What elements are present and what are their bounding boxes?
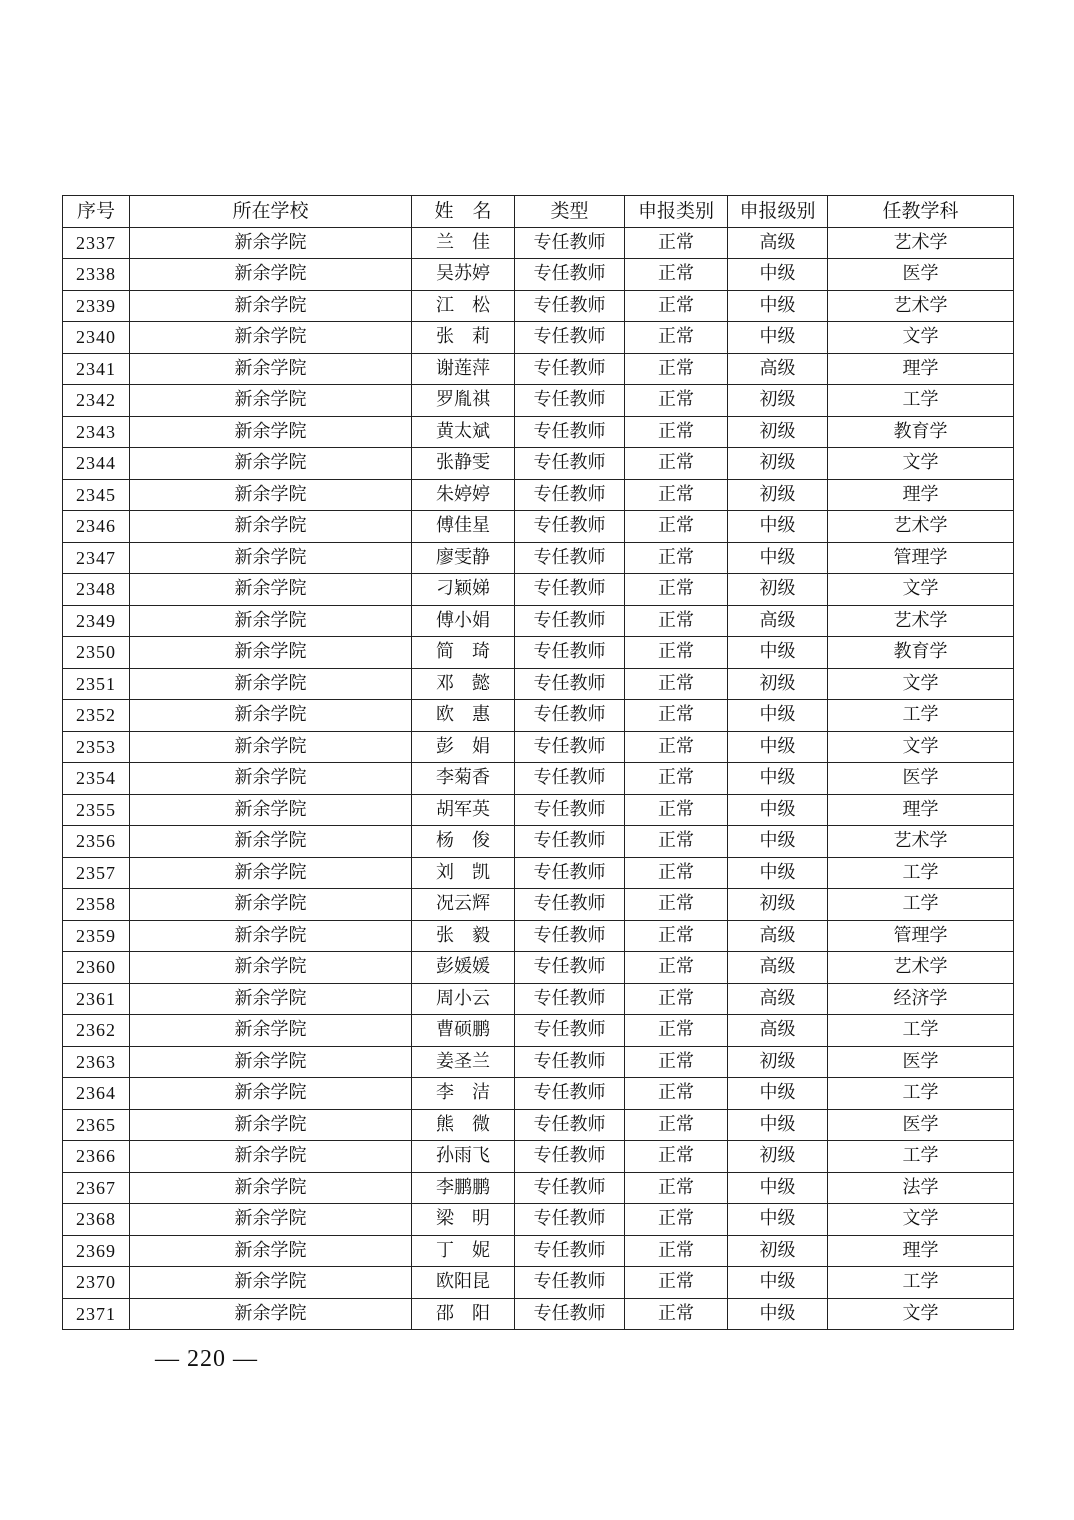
cell-serial-number: 2356: [63, 826, 130, 858]
cell-application-level: 中级: [728, 322, 828, 354]
cell-name: 张 莉: [412, 322, 515, 354]
cell-name: 邵 阳: [412, 1298, 515, 1330]
cell-teaching-subject: 医学: [828, 763, 1014, 795]
table-header-row: [63, 196, 1014, 228]
cell-serial-number: 2337: [63, 227, 130, 259]
cell-application-level: 初级: [728, 668, 828, 700]
cell-serial-number: 2363: [63, 1046, 130, 1078]
cell-teaching-subject: 教育学: [828, 416, 1014, 448]
cell-application-level: 中级: [728, 637, 828, 669]
cell-application-category: 正常: [625, 763, 728, 795]
cell-serial-number: 2353: [63, 731, 130, 763]
cell-school: 新余学院: [130, 479, 412, 511]
cell-application-level: 中级: [728, 1267, 828, 1299]
cell-serial-number: 2351: [63, 668, 130, 700]
cell-teaching-subject: 工学: [828, 700, 1014, 732]
cell-application-category: 正常: [625, 826, 728, 858]
cell-teaching-subject: 文学: [828, 448, 1014, 480]
cell-name: 李 洁: [412, 1078, 515, 1110]
cell-teaching-subject: 工学: [828, 1141, 1014, 1173]
cell-teaching-subject: 工学: [828, 889, 1014, 921]
cell-application-category: 正常: [625, 227, 728, 259]
cell-teaching-subject: 工学: [828, 1078, 1014, 1110]
cell-name: 丁 妮: [412, 1235, 515, 1267]
cell-school: 新余学院: [130, 511, 412, 543]
cell-name: 傅佳星: [412, 511, 515, 543]
header-teaching-subject: 任教学科: [828, 196, 1014, 228]
cell-name: 傅小娟: [412, 605, 515, 637]
cell-name: 欧 惠: [412, 700, 515, 732]
cell-application-category: 正常: [625, 983, 728, 1015]
cell-name: 孙雨飞: [412, 1141, 515, 1173]
cell-application-category: 正常: [625, 794, 728, 826]
cell-application-level: 初级: [728, 448, 828, 480]
table-row: [63, 826, 1014, 858]
cell-application-category: 正常: [625, 1267, 728, 1299]
cell-school: 新余学院: [130, 1235, 412, 1267]
cell-serial-number: 2369: [63, 1235, 130, 1267]
cell-type: 专任教师: [515, 1046, 625, 1078]
cell-type: 专任教师: [515, 1109, 625, 1141]
cell-teaching-subject: 艺术学: [828, 511, 1014, 543]
cell-type: 专任教师: [515, 668, 625, 700]
cell-application-category: 正常: [625, 1235, 728, 1267]
cell-type: 专任教师: [515, 353, 625, 385]
cell-teaching-subject: 管理学: [828, 542, 1014, 574]
cell-school: 新余学院: [130, 542, 412, 574]
cell-name: 张静雯: [412, 448, 515, 480]
cell-school: 新余学院: [130, 1298, 412, 1330]
cell-application-category: 正常: [625, 1109, 728, 1141]
table-row: [63, 448, 1014, 480]
cell-type: 专任教师: [515, 1204, 625, 1236]
cell-teaching-subject: 工学: [828, 857, 1014, 889]
cell-serial-number: 2339: [63, 290, 130, 322]
table-row: [63, 700, 1014, 732]
cell-name: 彭媛媛: [412, 952, 515, 984]
cell-serial-number: 2341: [63, 353, 130, 385]
table-row: [63, 385, 1014, 417]
cell-school: 新余学院: [130, 416, 412, 448]
cell-type: 专任教师: [515, 1267, 625, 1299]
cell-application-category: 正常: [625, 1141, 728, 1173]
cell-teaching-subject: 医学: [828, 259, 1014, 291]
cell-school: 新余学院: [130, 448, 412, 480]
cell-application-category: 正常: [625, 731, 728, 763]
cell-serial-number: 2370: [63, 1267, 130, 1299]
cell-school: 新余学院: [130, 1046, 412, 1078]
cell-application-category: 正常: [625, 668, 728, 700]
cell-application-level: 中级: [728, 1078, 828, 1110]
cell-application-level: 中级: [728, 1298, 828, 1330]
cell-application-level: 中级: [728, 511, 828, 543]
cell-application-category: 正常: [625, 322, 728, 354]
cell-serial-number: 2338: [63, 259, 130, 291]
cell-application-category: 正常: [625, 353, 728, 385]
cell-application-category: 正常: [625, 1046, 728, 1078]
cell-type: 专任教师: [515, 542, 625, 574]
cell-application-category: 正常: [625, 290, 728, 322]
cell-name: 张 毅: [412, 920, 515, 952]
cell-application-category: 正常: [625, 479, 728, 511]
cell-serial-number: 2367: [63, 1172, 130, 1204]
cell-name: 谢莲萍: [412, 353, 515, 385]
cell-application-level: 中级: [728, 700, 828, 732]
cell-school: 新余学院: [130, 668, 412, 700]
table-row: [63, 983, 1014, 1015]
cell-teaching-subject: 理学: [828, 1235, 1014, 1267]
cell-application-category: 正常: [625, 259, 728, 291]
cell-application-category: 正常: [625, 700, 728, 732]
cell-type: 专任教师: [515, 605, 625, 637]
cell-teaching-subject: 艺术学: [828, 290, 1014, 322]
cell-application-level: 中级: [728, 259, 828, 291]
cell-teaching-subject: 教育学: [828, 637, 1014, 669]
cell-name: 刁颖娣: [412, 574, 515, 606]
table-row: [63, 889, 1014, 921]
header-application-level: 申报级别: [728, 196, 828, 228]
cell-teaching-subject: 管理学: [828, 920, 1014, 952]
cell-application-level: 高级: [728, 353, 828, 385]
cell-name: 姜圣兰: [412, 1046, 515, 1078]
cell-name: 吴苏婷: [412, 259, 515, 291]
cell-name: 欧阳昆: [412, 1267, 515, 1299]
cell-application-category: 正常: [625, 574, 728, 606]
cell-teaching-subject: 经济学: [828, 983, 1014, 1015]
table-row: [63, 542, 1014, 574]
cell-serial-number: 2348: [63, 574, 130, 606]
cell-serial-number: 2345: [63, 479, 130, 511]
cell-serial-number: 2350: [63, 637, 130, 669]
cell-application-level: 初级: [728, 1235, 828, 1267]
cell-teaching-subject: 艺术学: [828, 227, 1014, 259]
cell-school: 新余学院: [130, 353, 412, 385]
cell-application-level: 初级: [728, 385, 828, 417]
cell-type: 专任教师: [515, 227, 625, 259]
table-row: [63, 731, 1014, 763]
cell-name: 况云辉: [412, 889, 515, 921]
table-row: [63, 511, 1014, 543]
cell-type: 专任教师: [515, 1235, 625, 1267]
cell-teaching-subject: 工学: [828, 385, 1014, 417]
cell-teaching-subject: 文学: [828, 574, 1014, 606]
table-row: [63, 353, 1014, 385]
cell-teaching-subject: 艺术学: [828, 952, 1014, 984]
cell-application-category: 正常: [625, 857, 728, 889]
cell-teaching-subject: 医学: [828, 1109, 1014, 1141]
cell-serial-number: 2366: [63, 1141, 130, 1173]
cell-type: 专任教师: [515, 290, 625, 322]
cell-application-category: 正常: [625, 920, 728, 952]
header-name: 姓 名: [412, 196, 515, 228]
cell-application-level: 中级: [728, 542, 828, 574]
cell-application-category: 正常: [625, 416, 728, 448]
cell-application-category: 正常: [625, 1204, 728, 1236]
cell-teaching-subject: 文学: [828, 1204, 1014, 1236]
cell-school: 新余学院: [130, 1267, 412, 1299]
cell-application-category: 正常: [625, 605, 728, 637]
cell-school: 新余学院: [130, 637, 412, 669]
cell-name: 杨 俊: [412, 826, 515, 858]
cell-application-level: 高级: [728, 952, 828, 984]
table-row: [63, 1235, 1014, 1267]
table-row: [63, 794, 1014, 826]
table-row: [63, 290, 1014, 322]
table-row: [63, 227, 1014, 259]
cell-serial-number: 2343: [63, 416, 130, 448]
cell-application-level: 初级: [728, 889, 828, 921]
cell-teaching-subject: 文学: [828, 668, 1014, 700]
table-row: [63, 920, 1014, 952]
cell-application-level: 高级: [728, 605, 828, 637]
cell-application-level: 中级: [728, 826, 828, 858]
cell-application-category: 正常: [625, 1078, 728, 1110]
cell-type: 专任教师: [515, 1015, 625, 1047]
cell-type: 专任教师: [515, 763, 625, 795]
cell-serial-number: 2357: [63, 857, 130, 889]
cell-application-category: 正常: [625, 952, 728, 984]
cell-serial-number: 2352: [63, 700, 130, 732]
cell-teaching-subject: 理学: [828, 479, 1014, 511]
cell-application-category: 正常: [625, 542, 728, 574]
cell-application-category: 正常: [625, 889, 728, 921]
cell-type: 专任教师: [515, 857, 625, 889]
cell-type: 专任教师: [515, 700, 625, 732]
cell-name: 黄太斌: [412, 416, 515, 448]
cell-type: 专任教师: [515, 1172, 625, 1204]
cell-type: 专任教师: [515, 259, 625, 291]
table-row: [63, 1172, 1014, 1204]
table-row: [63, 574, 1014, 606]
cell-name: 简 琦: [412, 637, 515, 669]
cell-school: 新余学院: [130, 227, 412, 259]
cell-name: 李菊香: [412, 763, 515, 795]
cell-serial-number: 2361: [63, 983, 130, 1015]
cell-application-category: 正常: [625, 511, 728, 543]
cell-teaching-subject: 理学: [828, 794, 1014, 826]
table-row: [63, 479, 1014, 511]
cell-type: 专任教师: [515, 983, 625, 1015]
cell-serial-number: 2349: [63, 605, 130, 637]
cell-serial-number: 2371: [63, 1298, 130, 1330]
cell-type: 专任教师: [515, 574, 625, 606]
cell-type: 专任教师: [515, 889, 625, 921]
cell-name: 廖雯静: [412, 542, 515, 574]
table-row: [63, 1298, 1014, 1330]
cell-school: 新余学院: [130, 322, 412, 354]
cell-application-category: 正常: [625, 637, 728, 669]
cell-application-category: 正常: [625, 1172, 728, 1204]
cell-serial-number: 2344: [63, 448, 130, 480]
cell-name: 李鹏鹏: [412, 1172, 515, 1204]
cell-type: 专任教师: [515, 731, 625, 763]
cell-type: 专任教师: [515, 826, 625, 858]
cell-application-level: 高级: [728, 227, 828, 259]
cell-school: 新余学院: [130, 920, 412, 952]
cell-name: 曹硕鹏: [412, 1015, 515, 1047]
cell-serial-number: 2364: [63, 1078, 130, 1110]
cell-type: 专任教师: [515, 511, 625, 543]
cell-school: 新余学院: [130, 731, 412, 763]
cell-application-level: 初级: [728, 574, 828, 606]
table-row: [63, 416, 1014, 448]
cell-type: 专任教师: [515, 448, 625, 480]
header-school: 所在学校: [130, 196, 412, 228]
table-row: [63, 637, 1014, 669]
table-row: [63, 322, 1014, 354]
table-row: [63, 1267, 1014, 1299]
cell-name: 熊 微: [412, 1109, 515, 1141]
cell-serial-number: 2360: [63, 952, 130, 984]
header-serial-number: 序号: [63, 196, 130, 228]
cell-application-level: 中级: [728, 290, 828, 322]
cell-serial-number: 2346: [63, 511, 130, 543]
cell-name: 江 松: [412, 290, 515, 322]
cell-type: 专任教师: [515, 952, 625, 984]
cell-serial-number: 2340: [63, 322, 130, 354]
cell-school: 新余学院: [130, 385, 412, 417]
cell-teaching-subject: 艺术学: [828, 826, 1014, 858]
cell-application-level: 中级: [728, 731, 828, 763]
cell-application-level: 中级: [728, 763, 828, 795]
cell-teaching-subject: 文学: [828, 322, 1014, 354]
table-row: [63, 1046, 1014, 1078]
table-row: [63, 952, 1014, 984]
table-row: [63, 668, 1014, 700]
cell-name: 兰 佳: [412, 227, 515, 259]
cell-serial-number: 2362: [63, 1015, 130, 1047]
cell-type: 专任教师: [515, 322, 625, 354]
cell-school: 新余学院: [130, 605, 412, 637]
cell-type: 专任教师: [515, 479, 625, 511]
cell-school: 新余学院: [130, 857, 412, 889]
cell-school: 新余学院: [130, 1204, 412, 1236]
cell-serial-number: 2358: [63, 889, 130, 921]
table-row: [63, 605, 1014, 637]
cell-school: 新余学院: [130, 1172, 412, 1204]
cell-name: 周小云: [412, 983, 515, 1015]
cell-application-level: 中级: [728, 1109, 828, 1141]
cell-teaching-subject: 文学: [828, 731, 1014, 763]
cell-type: 专任教师: [515, 385, 625, 417]
cell-name: 梁 明: [412, 1204, 515, 1236]
cell-school: 新余学院: [130, 290, 412, 322]
cell-type: 专任教师: [515, 1078, 625, 1110]
cell-application-level: 初级: [728, 1141, 828, 1173]
cell-application-level: 高级: [728, 1015, 828, 1047]
cell-teaching-subject: 医学: [828, 1046, 1014, 1078]
cell-application-level: 中级: [728, 857, 828, 889]
table-row: [63, 1141, 1014, 1173]
cell-application-level: 初级: [728, 416, 828, 448]
cell-type: 专任教师: [515, 1298, 625, 1330]
cell-application-level: 中级: [728, 1172, 828, 1204]
cell-name: 邓 懿: [412, 668, 515, 700]
cell-application-level: 高级: [728, 983, 828, 1015]
cell-application-category: 正常: [625, 448, 728, 480]
cell-teaching-subject: 工学: [828, 1015, 1014, 1047]
cell-school: 新余学院: [130, 1141, 412, 1173]
cell-application-level: 高级: [728, 920, 828, 952]
table-row: [63, 1078, 1014, 1110]
cell-teaching-subject: 理学: [828, 353, 1014, 385]
cell-type: 专任教师: [515, 637, 625, 669]
cell-application-level: 初级: [728, 1046, 828, 1078]
cell-name: 彭 娟: [412, 731, 515, 763]
table-row: [63, 1204, 1014, 1236]
table-row: [63, 1109, 1014, 1141]
table-row: [63, 1015, 1014, 1047]
cell-type: 专任教师: [515, 794, 625, 826]
cell-name: 刘 凯: [412, 857, 515, 889]
cell-school: 新余学院: [130, 952, 412, 984]
cell-application-category: 正常: [625, 1298, 728, 1330]
cell-school: 新余学院: [130, 700, 412, 732]
cell-serial-number: 2342: [63, 385, 130, 417]
cell-serial-number: 2359: [63, 920, 130, 952]
header-application-category: 申报类别: [625, 196, 728, 228]
cell-school: 新余学院: [130, 1109, 412, 1141]
cell-teaching-subject: 文学: [828, 1298, 1014, 1330]
cell-serial-number: 2365: [63, 1109, 130, 1141]
cell-school: 新余学院: [130, 1015, 412, 1047]
header-type: 类型: [515, 196, 625, 228]
table-row: [63, 259, 1014, 291]
cell-school: 新余学院: [130, 983, 412, 1015]
cell-type: 专任教师: [515, 416, 625, 448]
table-row: [63, 763, 1014, 795]
cell-school: 新余学院: [130, 763, 412, 795]
cell-application-category: 正常: [625, 385, 728, 417]
cell-teaching-subject: 工学: [828, 1267, 1014, 1299]
cell-application-level: 中级: [728, 794, 828, 826]
cell-school: 新余学院: [130, 826, 412, 858]
cell-type: 专任教师: [515, 1141, 625, 1173]
teacher-roster-table: [62, 195, 1014, 1330]
cell-teaching-subject: 艺术学: [828, 605, 1014, 637]
cell-teaching-subject: 法学: [828, 1172, 1014, 1204]
cell-school: 新余学院: [130, 794, 412, 826]
cell-school: 新余学院: [130, 889, 412, 921]
cell-application-level: 中级: [728, 1204, 828, 1236]
cell-name: 罗胤祺: [412, 385, 515, 417]
cell-school: 新余学院: [130, 259, 412, 291]
cell-application-level: 初级: [728, 479, 828, 511]
cell-application-category: 正常: [625, 1015, 728, 1047]
cell-type: 专任教师: [515, 920, 625, 952]
table-body: [63, 227, 1014, 1330]
table-row: [63, 857, 1014, 889]
cell-serial-number: 2368: [63, 1204, 130, 1236]
cell-school: 新余学院: [130, 574, 412, 606]
page-number: — 220 —: [155, 1346, 258, 1372]
cell-school: 新余学院: [130, 1078, 412, 1110]
cell-serial-number: 2354: [63, 763, 130, 795]
cell-serial-number: 2347: [63, 542, 130, 574]
cell-name: 朱婷婷: [412, 479, 515, 511]
cell-name: 胡军英: [412, 794, 515, 826]
cell-serial-number: 2355: [63, 794, 130, 826]
